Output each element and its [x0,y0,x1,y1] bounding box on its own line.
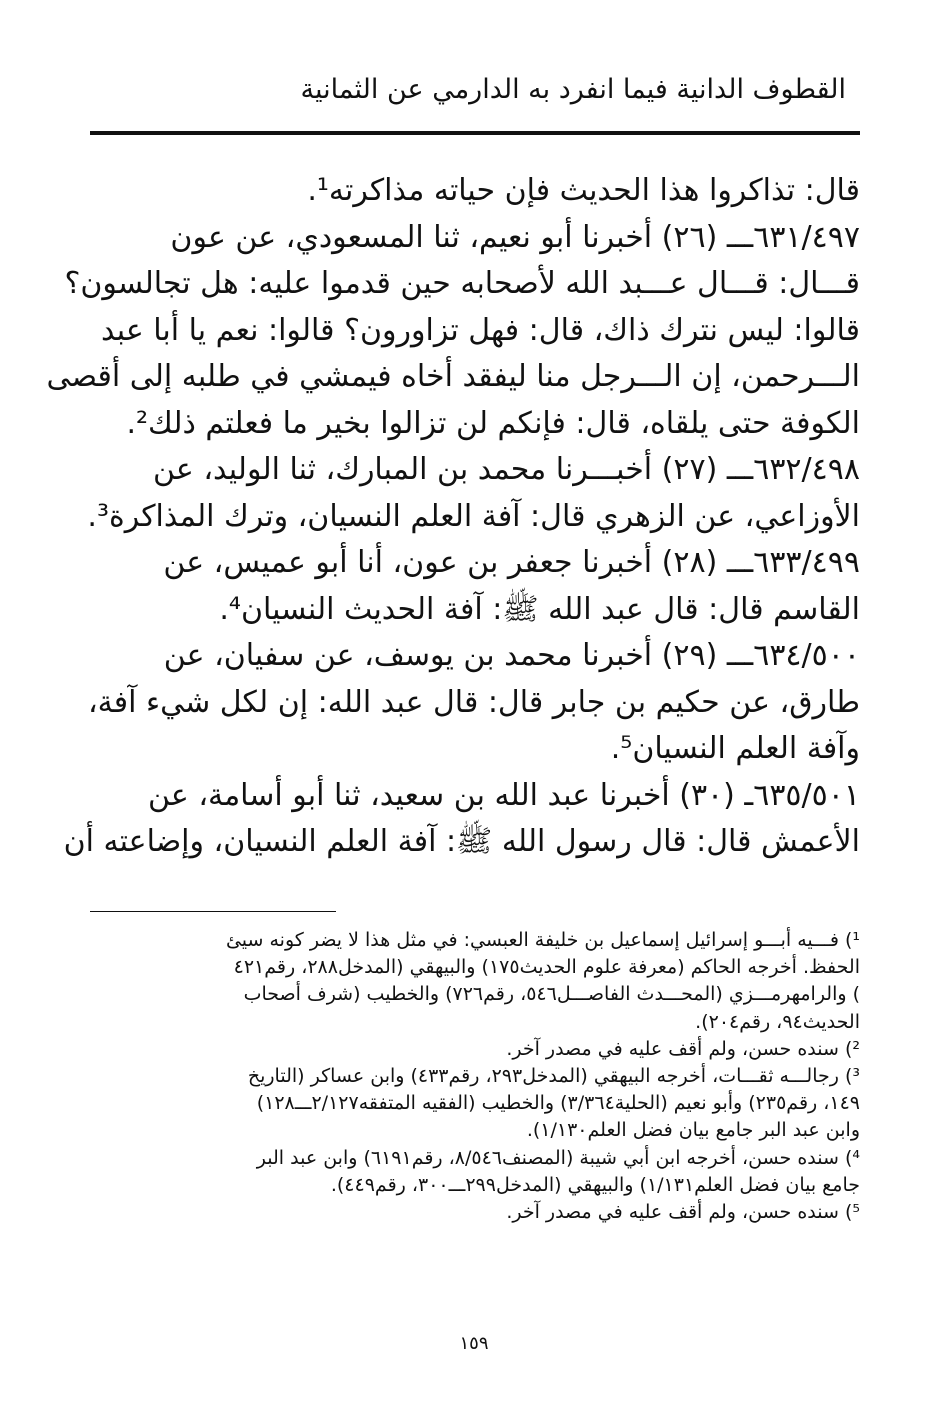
running-title: القطوف الدانية فيما انفرد به الدارمي عن الثمانية [300,74,846,105]
footnote-line: الحفظ. أخرجه الحاكم (معرفة علوم الحديث١٧٥) والبيهقي (المدخل٢٨٨، رقم٤٢١ [233,956,860,979]
footnote-rule [90,911,336,912]
text-line: وآفة العلم النسيان⁵. [610,731,860,766]
text-line: طارق، عن حكيم بن جابر قال: قال عبد الله: إن لكل شيء آفة، [88,684,860,720]
header-rule [90,131,860,135]
text-line: ٦٣٢/٤٩٨ـــ (٢٧) أخبـــرنا محمد بن المبارك، ثنا الوليد، عن [153,452,860,487]
footnote-line: ١٤٩، رقم٢٣٥) وأبو نعيم (الحلية٣/٣٦٤) والخطيب (الفقيه المتفقه٢/١٢٧ـــ١٢٨) [256,1092,860,1115]
text-line: الكوفة حتى يلقاه، قال: فإنكم لن تزالوا بخير ما فعلتم ذلك². [126,405,860,441]
text-line: الأعمش قال: قال رسول الله ﷺ: آفة العلم النسيان، وإضاعته أن [63,824,860,859]
text-line: القاسم قال: قال عبد الله ﷺ: آفة الحديث النسيان⁴. [219,591,860,627]
footnote-line: وابن عبد البر جامع بيان فضل العلم١/١٣٠). [526,1119,860,1142]
footnote-line: ¹) فـــيه أبـــو إسرائيل إسماعيل بن خليفة العبسي: في مثل هذا لا يضر كونه سيئ [225,929,860,951]
text-line: ٦٣٣/٤٩٩ـــ (٢٨) أخبرنا جعفر بن عون، أنا أبو عميس، عن [163,545,860,580]
text-line: قال: تذاكروا هذا الحديث فإن حياته مذاكرته¹. [307,173,860,208]
text-line: ٦٣٥/٥٠١ـ (٣٠) أخبرنا عبد الله بن سعيد، ثنا أبو أسامة، عن [148,777,860,813]
footnote-line: ³) رجالـــه ثقـــات، أخرجه البيهقي (المدخل٢٩٣، رقم٤٣٣) وابن عساكر (التاريخ [247,1065,860,1088]
text-line: قالوا: ليس نترك ذاك، قال: فهل تزاورون؟ قالوا: نعم يا أبا عبد [101,312,860,348]
text-line: الـــرحمن، إن الـــرجل منا ليفقد أخاه فيمشي في طلبه إلى أقصى [46,359,860,394]
footnote-line: جامع بيان فضل العلم١/١٣١) والبيهقي (المدخل٢٩٩ـــ٣٠٠، رقم٤٤٩). [330,1173,860,1196]
text-line: ٦٣٤/٥٠٠ـــ (٢٩) أخبرنا محمد بن يوسف، عن سفيان، عن [163,638,860,673]
footnote-line: ⁴) سنده حسن، أخرجه ابن أبي شيبة (المصنف٨/٥٤٦، رقم٦١٩١) وابن عبد البر [256,1146,860,1169]
footnote-line: ⁵) سنده حسن، ولم أقف عليه في مصدر آخر. [506,1201,860,1224]
text-line: الأوزاعي، عن الزهري قال: آفة العلم النسيان، وترك المذاكرة³. [87,498,860,534]
footnotes [90,927,860,1226]
text-line: قـــال: قـــال عـــبد الله لأصحابه حين قدموا عليه: هل تجالسون؟ [64,266,860,301]
footnote-line: ²) سنده حسن، ولم أقف عليه في مصدر آخر. [506,1037,860,1060]
footnote-line: ) والرامهرمـــزي (المحـــدث الفاصـــل٥٤٦، رقم٧٢٦) والخطيب (شرف أصحاب [243,983,860,1006]
page-number: ١٥٩ [459,1333,489,1354]
text-line: ٦٣١/٤٩٧ـــ (٢٦) أخبرنا أبو نعيم، ثنا المسعودي، عن عون [170,219,860,255]
footnote-line: الحديث٩٤، رقم٢٠٤). [695,1010,860,1033]
main-text [46,168,860,866]
